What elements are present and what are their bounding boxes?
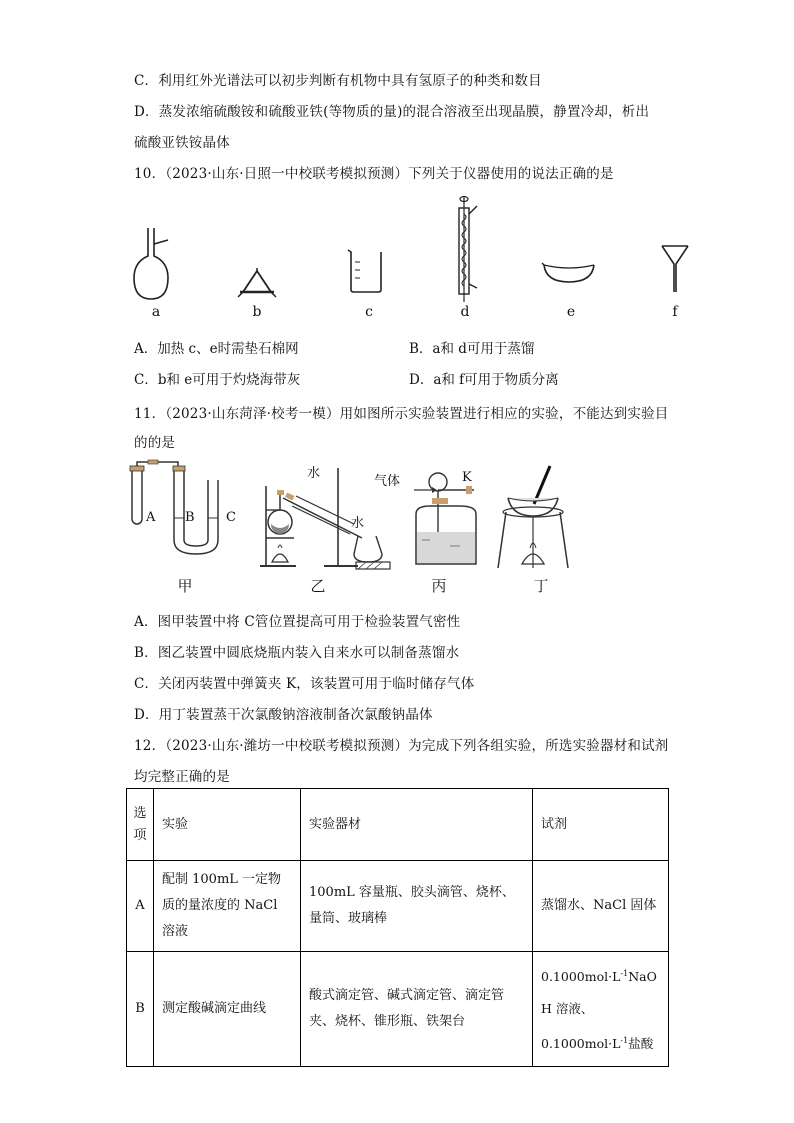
reagent-naoh-solution: H 溶液、 <box>541 1001 594 1017</box>
reagent-hcl-conc: 0.1000mol·L <box>541 1036 621 1052</box>
caption-jia: 甲 <box>177 577 193 595</box>
q11-stem-line2: 的的是 <box>134 435 176 451</box>
q10-option-b: B．a和 d可用于蒸馏 <box>409 341 535 357</box>
instrument-label-d: d <box>460 304 470 320</box>
instrument-label-c: c <box>365 304 373 320</box>
instrument-label-e: e <box>566 304 576 320</box>
header-option: 选项 <box>127 789 154 861</box>
water-in-label: 水 <box>307 466 321 481</box>
row-b-equipment: 酸式滴定管、碱式滴定管、滴定管夹、烧杯、锥形瓶、铁架台 <box>301 952 533 1067</box>
apparatus-bing-gas-storage-icon <box>410 470 490 570</box>
header-equipment: 实验器材 <box>301 789 533 861</box>
reagent-hcl-name: 盐酸 <box>628 1036 654 1052</box>
q10-stem: 10．（2023·山东·日照一中校联考模拟预测）下列关于仪器使用的说法正确的是 <box>134 166 614 182</box>
q11-option-c: C．关闭丙装置中弹簧夹 K，该装置可用于临时储存气体 <box>134 676 475 692</box>
row-b-experiment: 测定酸碱滴定曲线 <box>154 952 301 1067</box>
table-header-row <box>127 789 669 861</box>
instrument-f-funnel-icon <box>660 244 690 294</box>
q11-option-b: B．图乙装置中圆底烧瓶内装入自来水可以制备蒸馏水 <box>134 645 460 661</box>
apparatus-ding-evaporation-icon <box>494 464 572 570</box>
instrument-label-b: b <box>252 304 262 320</box>
apparatus-jia-u-tube-icon <box>126 460 236 566</box>
reagent-naoh-exp: -1 <box>620 969 629 978</box>
instrument-b-triangle-icon <box>238 268 276 298</box>
caption-ding: 丁 <box>533 577 549 595</box>
clamp-k-label: K <box>462 470 472 485</box>
q9-option-d-line2: 硫酸亚铁铵晶体 <box>134 135 230 151</box>
instrument-c-beaker-icon <box>346 248 386 294</box>
instrument-label-a: a <box>151 304 161 320</box>
water-out-label: 水 <box>351 516 365 531</box>
q11-stem-line1: 11．（2023·山东菏泽·校考一模）用如图所示实验装置进行相应的实验，不能达到实验目 <box>134 406 669 422</box>
q11-option-d: D．用丁装置蒸干次氯酸钠溶液制备次氯酸钠晶体 <box>134 707 433 723</box>
header-reagent: 试剂 <box>533 789 669 861</box>
row-a-equipment: 100mL 容量瓶、胶头滴管、烧杯、量筒、玻璃棒 <box>301 861 533 952</box>
q9-option-d-line1: D．蒸发浓缩硫酸铵和硫酸亚铁(等物质的量)的混合溶液至出现晶膜，静置冷却，析出 <box>134 104 650 120</box>
row-a-reagent: 蒸馏水、NaCl 固体 <box>533 861 669 952</box>
tube-label-c: C <box>226 510 236 525</box>
q10-option-a: A．加热 c、e时需垫石棉网 <box>134 341 299 357</box>
table-row <box>127 952 669 1067</box>
row-a-experiment: 配制 100mL 一定物质的量浓度的 NaCl 溶液 <box>154 861 301 952</box>
experiment-table <box>126 788 669 1067</box>
tube-label-a: A <box>146 510 156 525</box>
q10-option-d: D．a和 f可用于物质分离 <box>409 372 559 388</box>
reagent-hcl-exp: -1 <box>620 1036 629 1046</box>
tube-label-b: B <box>185 510 195 525</box>
gas-label: 气体 <box>374 474 401 489</box>
table-row <box>127 861 669 952</box>
row-b-option: B <box>127 952 154 1067</box>
row-b-reagent <box>533 952 669 1067</box>
q10-option-c: C．b和 e可用于灼烧海带灰 <box>134 372 301 388</box>
reagent-naoh-name: NaO <box>628 969 657 985</box>
q12-stem-line1: 12．（2023·山东·潍坊一中校联考模拟预测）为完成下列各组实验，所选实验器材和试剂 <box>134 738 669 754</box>
q11-option-a: A．图甲装置中将 C管位置提高可用于检验装置气密性 <box>134 614 461 630</box>
instrument-d-condenser-icon <box>448 196 482 304</box>
caption-bing: 丙 <box>431 577 447 595</box>
instrument-label-f: f <box>672 304 678 320</box>
header-experiment: 实验 <box>154 789 301 861</box>
instrument-a-distilling-flask-icon <box>128 226 178 302</box>
q12-stem-line2: 均完整正确的是 <box>134 769 230 785</box>
instrument-e-evaporating-dish-icon <box>542 262 596 284</box>
caption-yi: 乙 <box>310 577 326 595</box>
reagent-naoh-conc: 0.1000mol·L <box>541 969 621 985</box>
q9-option-c: C．利用红外光谱法可以初步判断有机物中具有氢原子的种类和数目 <box>134 73 542 89</box>
row-a-option: A <box>127 861 154 952</box>
